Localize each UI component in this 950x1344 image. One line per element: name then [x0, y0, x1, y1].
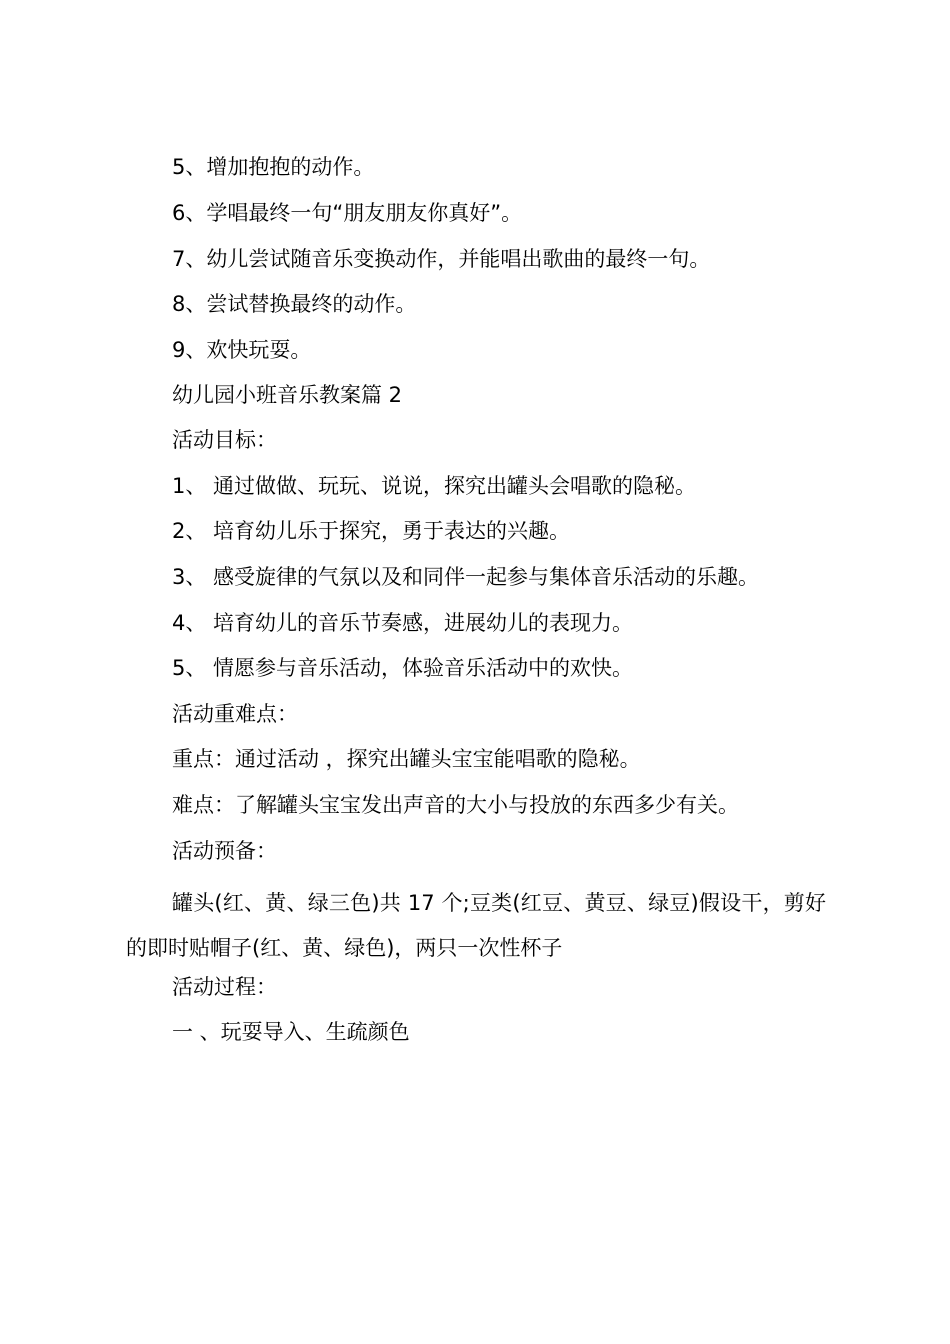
- key-point: 重点：通过活动 ，探究出罐头宝宝能唱歌的隐秘。: [172, 747, 641, 771]
- objective-5: 5、 情愿参与音乐活动，体验音乐活动中的欢快。: [172, 656, 634, 680]
- objective-3: 3、 感受旋律的气氛以及和同伴一起参与集体音乐活动的乐趣。: [172, 565, 760, 589]
- lesson-title: 幼儿园小班音乐教案篇 2: [172, 383, 403, 407]
- objective-1: 1、 通过做做、玩玩、说说，探究出罐头会唱歌的隐秘。: [172, 474, 697, 498]
- objective-2: 2、 培育幼儿乐于探究，勇于表达的兴趣。: [172, 519, 571, 543]
- key-points-heading: 活动重难点：: [172, 702, 298, 726]
- step-7-line: 7、幼儿尝试随音乐变换动作，并能唱出歌曲的最终一句。: [172, 247, 711, 271]
- step-9-line: 9、欢快玩耍。: [172, 338, 312, 362]
- objective-4: 4、 培育幼儿的音乐节奏感，进展幼儿的表现力。: [172, 611, 634, 635]
- step-6-line: 6、学唱最终一句“朋友朋友你真好”。: [172, 201, 523, 225]
- objectives-heading: 活动目标：: [172, 428, 277, 452]
- preparation-heading: 活动预备：: [172, 839, 277, 863]
- difficult-point: 难点：了解罐头宝宝发出声音的大小与投放的东西多少有关。: [172, 793, 739, 817]
- step-one-heading: 一 、玩耍导入、生疏颜色: [172, 1020, 410, 1044]
- materials-paragraph: 罐头(红、黄、绿三色)共 17 个;豆类(红豆、黄豆、绿豆)假设干，剪好的即时贴帽子(红、黄、绿色)，两只一次性杯子: [126, 891, 826, 960]
- step-8-line: 8、尝试替换最终的动作。: [172, 292, 417, 316]
- process-heading: 活动过程：: [172, 975, 277, 999]
- step-5-line: 5、增加抱抱的动作。: [172, 155, 375, 179]
